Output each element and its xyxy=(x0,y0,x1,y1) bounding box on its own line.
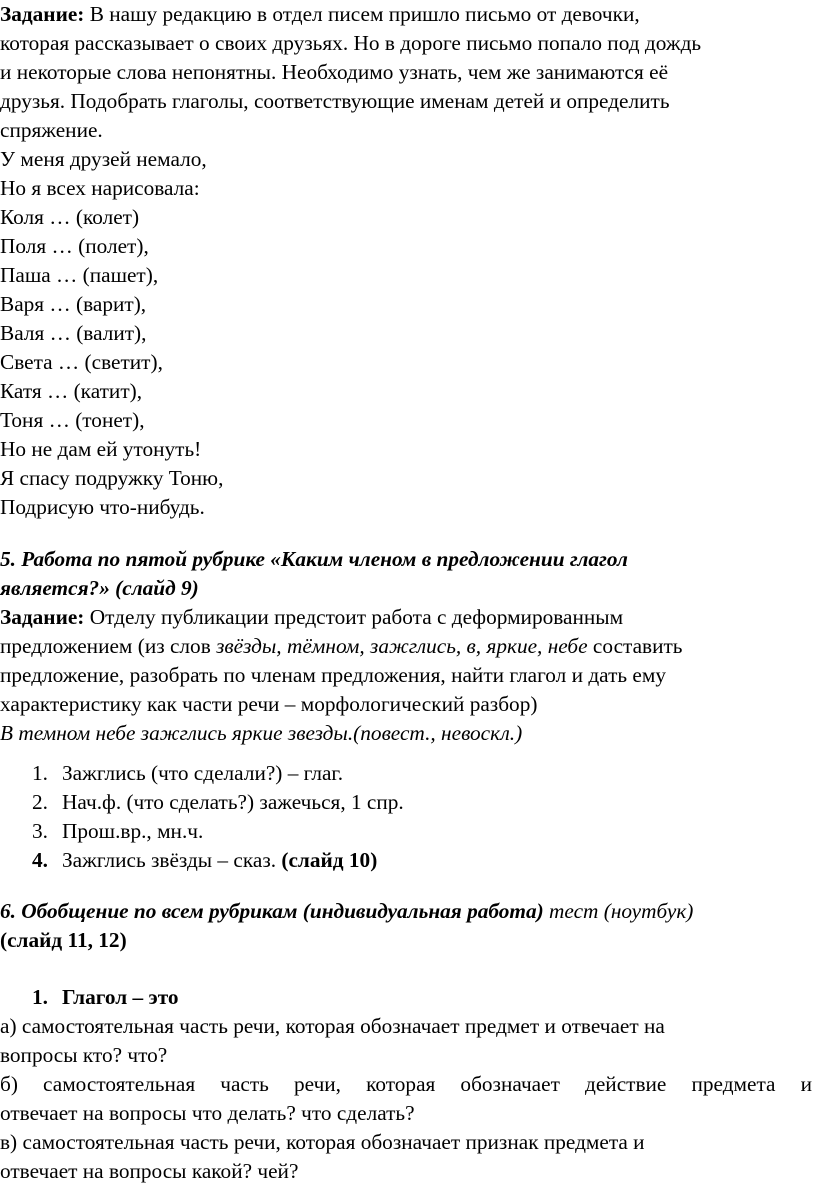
list-text: Зажглись (что сделали?) – глаг. xyxy=(62,761,344,785)
answer-option-b: отвечает на вопросы что делать? что сделать? xyxy=(0,1101,415,1125)
answer-option-a: а) самостоятельная часть речи, которая обозначает предмет и отвечает на xyxy=(0,1014,665,1038)
poem-line: Я спасу подружку Тоню, xyxy=(0,466,224,490)
list-item xyxy=(0,846,812,875)
section-heading: является?» (слайд 9) xyxy=(0,576,199,600)
poem-line: Поля … (полет), xyxy=(0,234,149,258)
poem-line: Подрисую что-нибудь. xyxy=(0,495,205,519)
question-title xyxy=(0,983,812,1012)
list-text: Прош.вр., мн.ч. xyxy=(62,819,204,843)
section-heading: 5. Работа по пятой рубрике «Каким членом в предложении глагол xyxy=(0,547,628,571)
task-text: Отделу публикации предстоит работа с деформированным xyxy=(89,605,624,629)
task-text: спряжение. xyxy=(0,118,103,142)
poem-line: Варя … (варит), xyxy=(0,292,147,316)
list-item xyxy=(0,788,812,817)
task-text: В нашу редакцию в отдел писем пришло письмо от девочки, xyxy=(89,2,640,26)
answer-option-b: б) самостоятельная часть речи, которая обозначает действие предмета и xyxy=(0,1072,812,1096)
section-heading-tail: тест (ноутбук) xyxy=(543,899,694,923)
poem-line: Света … (светит), xyxy=(0,350,163,374)
task-text: предложение, разобрать по членам предложения, найти глагол и дать ему xyxy=(0,663,666,687)
task-text: и некоторые слова непонятны. Необходимо узнать, чем же занимаются её xyxy=(0,60,669,84)
task-text: которая рассказывает о своих друзьях. Но в дороге письмо попало под дождь xyxy=(0,31,702,55)
poem-line: Но я всех нарисовала: xyxy=(0,176,200,200)
poem-line: Катя … (катит), xyxy=(0,379,143,403)
list-number: 1. xyxy=(32,761,48,785)
list-number: 3. xyxy=(32,819,48,843)
task-label: Задание: xyxy=(0,605,85,629)
poem-line: У меня друзей немало, xyxy=(0,147,207,171)
example-sentence: В темном небе зажглись яркие звезды.(повест., невоскл.) xyxy=(0,721,523,745)
question-text: Глагол – это xyxy=(62,985,179,1009)
poem-line: Валя … (валит), xyxy=(0,321,147,345)
list-item xyxy=(0,817,812,846)
poem xyxy=(0,145,812,522)
task-text: предложением (из слов xyxy=(0,634,217,658)
task-label: Задание: xyxy=(0,2,85,26)
section-6 xyxy=(0,897,812,1186)
list-number: 2. xyxy=(32,790,48,814)
section-5 xyxy=(0,545,812,875)
answer-option-c: отвечает на вопросы какой? чей? xyxy=(0,1159,299,1183)
task-text: друзья. Подобрать глаголы, соответствующие именам детей и определить xyxy=(0,89,670,113)
task-text: составить xyxy=(587,634,683,658)
poem-line: Но не дам ей утонуть! xyxy=(0,437,202,461)
answer-option-c: в) самостоятельная часть речи, которая обозначает признак предмета и xyxy=(0,1130,645,1154)
word-list: звёзды, тёмном, зажглись, в, яркие, небе xyxy=(216,634,588,658)
poem-line: Паша … (пашет), xyxy=(0,263,159,287)
list-text: Зажглись звёзды – сказ. xyxy=(62,848,282,872)
slide-ref: (слайд 11, 12) xyxy=(0,928,127,952)
answer-option-a: вопросы кто? что? xyxy=(0,1043,168,1067)
poem-line: Тоня … (тонет), xyxy=(0,408,145,432)
list-number: 4. xyxy=(32,848,48,872)
list-text: Нач.ф. (что сделать?) зажечься, 1 спр. xyxy=(62,790,404,814)
list-item xyxy=(0,759,812,788)
task1-paragraph xyxy=(0,0,812,145)
task-text: характеристику как части речи – морфологический разбор) xyxy=(0,692,538,716)
analysis-list xyxy=(0,759,812,875)
section-heading: 6. Обобщение по всем рубрикам (индивидуальная работа) xyxy=(0,899,544,923)
slide-ref: (слайд 10) xyxy=(281,848,378,872)
list-number: 1. xyxy=(32,985,48,1009)
poem-line: Коля … (колет) xyxy=(0,205,140,229)
